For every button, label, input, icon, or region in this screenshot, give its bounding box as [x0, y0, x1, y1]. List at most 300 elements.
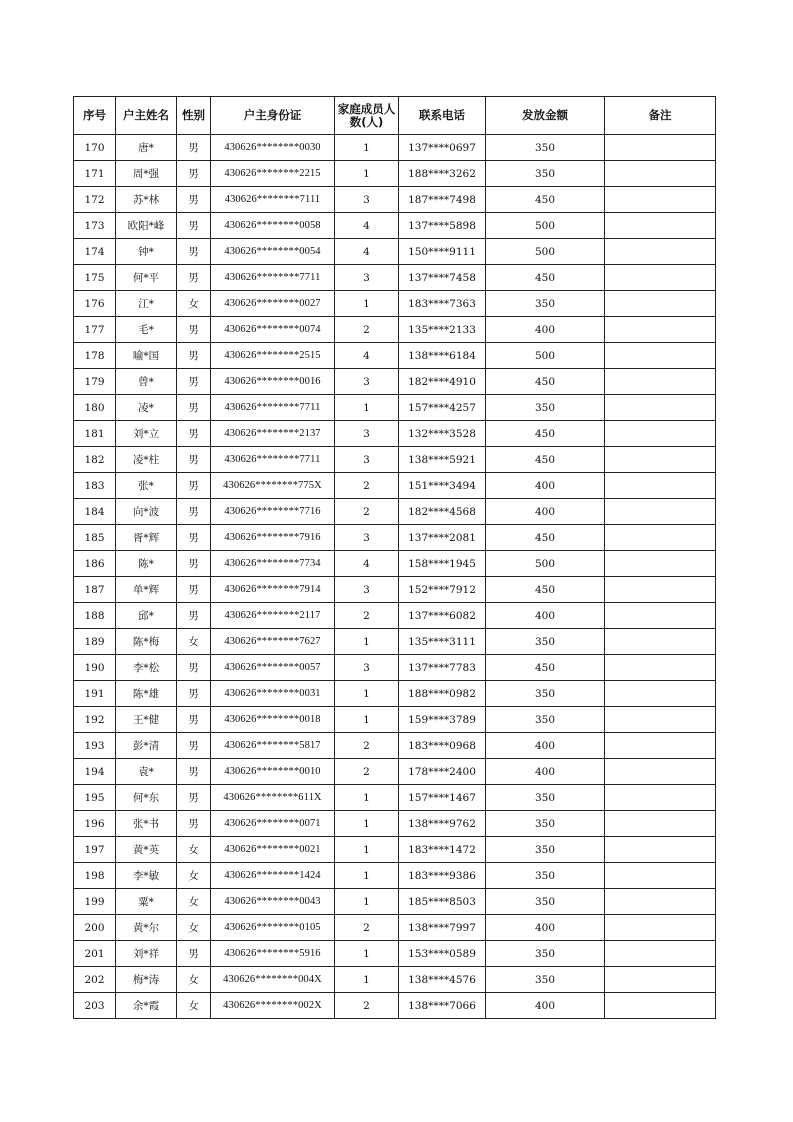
cell-name: 陈*梅: [116, 629, 177, 655]
cell-gender: 男: [177, 655, 211, 681]
cell-note: [605, 811, 716, 837]
cell-members: 1: [335, 291, 399, 317]
cell-amount: 350: [486, 967, 605, 993]
cell-phone: 137****7458: [399, 265, 486, 291]
cell-gender: 男: [177, 421, 211, 447]
cell-amount: 400: [486, 759, 605, 785]
cell-amount: 350: [486, 135, 605, 161]
cell-name: 胥*辉: [116, 525, 177, 551]
table-row: [74, 317, 716, 343]
cell-id: 430626********0071: [211, 811, 335, 837]
cell-members: 1: [335, 863, 399, 889]
cell-amount: 350: [486, 889, 605, 915]
table-row: [74, 941, 716, 967]
cell-amount: 400: [486, 473, 605, 499]
cell-note: [605, 473, 716, 499]
cell-members: 1: [335, 811, 399, 837]
cell-members: 3: [335, 187, 399, 213]
cell-gender: 男: [177, 369, 211, 395]
table-row: [74, 187, 716, 213]
table-row: [74, 551, 716, 577]
cell-note: [605, 161, 716, 187]
cell-amount: 400: [486, 915, 605, 941]
cell-amount: 350: [486, 863, 605, 889]
table-row: [74, 759, 716, 785]
table-row: [74, 161, 716, 187]
cell-note: [605, 317, 716, 343]
table-row: [74, 343, 716, 369]
table-row: [74, 135, 716, 161]
cell-members: 1: [335, 681, 399, 707]
cell-note: [605, 135, 716, 161]
cell-gender: 男: [177, 473, 211, 499]
cell-id: 430626********775X: [211, 473, 335, 499]
header-row: [74, 97, 716, 135]
cell-phone: 138****9762: [399, 811, 486, 837]
cell-gender: 男: [177, 317, 211, 343]
cell-note: [605, 551, 716, 577]
cell-phone: 137****5898: [399, 213, 486, 239]
cell-gender: 女: [177, 863, 211, 889]
cell-name: 李*敏: [116, 863, 177, 889]
cell-phone: 178****2400: [399, 759, 486, 785]
cell-name: 毛*: [116, 317, 177, 343]
cell-gender: 男: [177, 707, 211, 733]
cell-phone: 137****0697: [399, 135, 486, 161]
cell-seq: 185: [74, 525, 116, 551]
cell-seq: 194: [74, 759, 116, 785]
cell-gender: 女: [177, 993, 211, 1019]
cell-seq: 176: [74, 291, 116, 317]
cell-phone: 137****2081: [399, 525, 486, 551]
cell-gender: 女: [177, 291, 211, 317]
cell-phone: 138****6184: [399, 343, 486, 369]
cell-members: 3: [335, 421, 399, 447]
header-name: 户主姓名: [116, 97, 177, 135]
cell-phone: 183****1472: [399, 837, 486, 863]
cell-name: 黄*英: [116, 837, 177, 863]
cell-phone: 138****4576: [399, 967, 486, 993]
cell-amount: 400: [486, 603, 605, 629]
cell-note: [605, 681, 716, 707]
table-row: [74, 993, 716, 1019]
cell-amount: 450: [486, 187, 605, 213]
cell-gender: 女: [177, 915, 211, 941]
cell-seq: 192: [74, 707, 116, 733]
cell-id: 430626********7914: [211, 577, 335, 603]
cell-id: 430626********2137: [211, 421, 335, 447]
cell-amount: 500: [486, 343, 605, 369]
table-row: [74, 655, 716, 681]
cell-members: 1: [335, 889, 399, 915]
cell-phone: 153****0589: [399, 941, 486, 967]
cell-id: 430626********0018: [211, 707, 335, 733]
header-note: 备注: [605, 97, 716, 135]
cell-phone: 183****0968: [399, 733, 486, 759]
cell-id: 430626********0010: [211, 759, 335, 785]
cell-amount: 350: [486, 941, 605, 967]
cell-seq: 198: [74, 863, 116, 889]
cell-amount: 350: [486, 161, 605, 187]
cell-name: 何*东: [116, 785, 177, 811]
cell-members: 1: [335, 629, 399, 655]
cell-seq: 171: [74, 161, 116, 187]
cell-note: [605, 395, 716, 421]
cell-seq: 170: [74, 135, 116, 161]
cell-name: 彭*清: [116, 733, 177, 759]
cell-gender: 男: [177, 941, 211, 967]
table-row: [74, 213, 716, 239]
cell-note: [605, 759, 716, 785]
table-row: [74, 629, 716, 655]
cell-gender: 男: [177, 525, 211, 551]
cell-members: 1: [335, 161, 399, 187]
cell-phone: 138****7997: [399, 915, 486, 941]
cell-amount: 450: [486, 421, 605, 447]
cell-members: 1: [335, 135, 399, 161]
table-row: [74, 525, 716, 551]
cell-id: 430626********2117: [211, 603, 335, 629]
cell-phone: 158****1945: [399, 551, 486, 577]
cell-note: [605, 369, 716, 395]
header-amount: 发放金额: [486, 97, 605, 135]
table-row: [74, 967, 716, 993]
cell-name: 单*辉: [116, 577, 177, 603]
cell-amount: 350: [486, 707, 605, 733]
cell-members: 1: [335, 395, 399, 421]
cell-phone: 151****3494: [399, 473, 486, 499]
cell-members: 4: [335, 343, 399, 369]
cell-id: 430626********0030: [211, 135, 335, 161]
cell-phone: 159****3789: [399, 707, 486, 733]
cell-seq: 201: [74, 941, 116, 967]
cell-seq: 173: [74, 213, 116, 239]
cell-name: 苏*林: [116, 187, 177, 213]
cell-members: 4: [335, 551, 399, 577]
cell-seq: 188: [74, 603, 116, 629]
cell-members: 2: [335, 603, 399, 629]
cell-note: [605, 993, 716, 1019]
cell-amount: 350: [486, 785, 605, 811]
cell-members: 3: [335, 369, 399, 395]
cell-name: 黄*尔: [116, 915, 177, 941]
cell-seq: 199: [74, 889, 116, 915]
cell-amount: 350: [486, 629, 605, 655]
cell-phone: 188****3262: [399, 161, 486, 187]
header-members: 家庭成员人数(人): [335, 97, 399, 135]
cell-seq: 203: [74, 993, 116, 1019]
cell-phone: 183****7363: [399, 291, 486, 317]
table-row: [74, 603, 716, 629]
cell-seq: 191: [74, 681, 116, 707]
cell-seq: 172: [74, 187, 116, 213]
cell-seq: 197: [74, 837, 116, 863]
cell-phone: 182****4910: [399, 369, 486, 395]
cell-id: 430626********0021: [211, 837, 335, 863]
cell-members: 3: [335, 655, 399, 681]
table-row: [74, 915, 716, 941]
cell-name: 刘*立: [116, 421, 177, 447]
cell-seq: 195: [74, 785, 116, 811]
table-row: [74, 265, 716, 291]
cell-note: [605, 915, 716, 941]
cell-id: 430626********5817: [211, 733, 335, 759]
cell-id: 430626********0057: [211, 655, 335, 681]
cell-name: 邱*: [116, 603, 177, 629]
cell-amount: 350: [486, 811, 605, 837]
cell-seq: 183: [74, 473, 116, 499]
cell-seq: 174: [74, 239, 116, 265]
cell-id: 430626********7111: [211, 187, 335, 213]
cell-members: 4: [335, 213, 399, 239]
cell-note: [605, 863, 716, 889]
cell-phone: 135****3111: [399, 629, 486, 655]
cell-id: 430626********7627: [211, 629, 335, 655]
cell-seq: 182: [74, 447, 116, 473]
cell-amount: 450: [486, 525, 605, 551]
cell-note: [605, 733, 716, 759]
cell-id: 430626********7916: [211, 525, 335, 551]
table-row: [74, 577, 716, 603]
cell-gender: 男: [177, 187, 211, 213]
cell-name: 凌*: [116, 395, 177, 421]
table-row: [74, 837, 716, 863]
cell-seq: 200: [74, 915, 116, 941]
cell-amount: 500: [486, 213, 605, 239]
cell-seq: 196: [74, 811, 116, 837]
cell-name: 唐*: [116, 135, 177, 161]
cell-amount: 400: [486, 317, 605, 343]
cell-gender: 男: [177, 681, 211, 707]
cell-members: 1: [335, 967, 399, 993]
cell-name: 陈*: [116, 551, 177, 577]
cell-id: 430626********7711: [211, 395, 335, 421]
cell-amount: 400: [486, 733, 605, 759]
cell-phone: 187****7498: [399, 187, 486, 213]
cell-name: 钟*: [116, 239, 177, 265]
cell-amount: 350: [486, 681, 605, 707]
cell-gender: 男: [177, 811, 211, 837]
cell-id: 430626********002X: [211, 993, 335, 1019]
cell-amount: 500: [486, 239, 605, 265]
cell-amount: 350: [486, 291, 605, 317]
cell-members: 2: [335, 759, 399, 785]
cell-name: 张*书: [116, 811, 177, 837]
cell-gender: 男: [177, 395, 211, 421]
cell-phone: 182****4568: [399, 499, 486, 525]
cell-amount: 450: [486, 577, 605, 603]
cell-gender: 男: [177, 759, 211, 785]
cell-id: 430626********0074: [211, 317, 335, 343]
cell-id: 430626********7716: [211, 499, 335, 525]
header-gender: 性别: [177, 97, 211, 135]
cell-amount: 450: [486, 655, 605, 681]
cell-gender: 男: [177, 239, 211, 265]
header-id: 户主身份证: [211, 97, 335, 135]
cell-members: 1: [335, 941, 399, 967]
cell-members: 2: [335, 317, 399, 343]
cell-name: 江*: [116, 291, 177, 317]
table-row: [74, 681, 716, 707]
cell-seq: 193: [74, 733, 116, 759]
cell-phone: 185****8503: [399, 889, 486, 915]
cell-note: [605, 941, 716, 967]
roster-body: [74, 135, 716, 1019]
cell-id: 430626********611X: [211, 785, 335, 811]
cell-gender: 男: [177, 603, 211, 629]
cell-note: [605, 525, 716, 551]
table-row: [74, 447, 716, 473]
cell-seq: 189: [74, 629, 116, 655]
cell-phone: 152****7912: [399, 577, 486, 603]
cell-name: 粟*: [116, 889, 177, 915]
cell-seq: 181: [74, 421, 116, 447]
cell-name: 张*: [116, 473, 177, 499]
cell-seq: 186: [74, 551, 116, 577]
table-row: [74, 889, 716, 915]
header-seq: 序号: [74, 97, 116, 135]
table-row: [74, 395, 716, 421]
cell-seq: 190: [74, 655, 116, 681]
cell-phone: 132****3528: [399, 421, 486, 447]
cell-name: 余*霞: [116, 993, 177, 1019]
cell-phone: 138****7066: [399, 993, 486, 1019]
cell-note: [605, 603, 716, 629]
cell-name: 向*波: [116, 499, 177, 525]
table-row: [74, 863, 716, 889]
cell-members: 2: [335, 993, 399, 1019]
cell-phone: 183****9386: [399, 863, 486, 889]
cell-seq: 177: [74, 317, 116, 343]
cell-id: 430626********0105: [211, 915, 335, 941]
table-row: [74, 733, 716, 759]
cell-gender: 男: [177, 447, 211, 473]
cell-phone: 137****7783: [399, 655, 486, 681]
cell-note: [605, 629, 716, 655]
cell-note: [605, 655, 716, 681]
cell-id: 430626********7734: [211, 551, 335, 577]
cell-id: 430626********0058: [211, 213, 335, 239]
cell-note: [605, 785, 716, 811]
cell-members: 2: [335, 915, 399, 941]
cell-note: [605, 343, 716, 369]
table-row: [74, 811, 716, 837]
cell-id: 430626********004X: [211, 967, 335, 993]
cell-id: 430626********5916: [211, 941, 335, 967]
cell-members: 3: [335, 265, 399, 291]
cell-note: [605, 239, 716, 265]
cell-seq: 187: [74, 577, 116, 603]
cell-phone: 138****5921: [399, 447, 486, 473]
cell-note: [605, 291, 716, 317]
cell-note: [605, 499, 716, 525]
cell-name: 周*强: [116, 161, 177, 187]
cell-seq: 179: [74, 369, 116, 395]
cell-name: 王*健: [116, 707, 177, 733]
cell-gender: 男: [177, 577, 211, 603]
cell-id: 430626********7711: [211, 265, 335, 291]
cell-name: 袁*: [116, 759, 177, 785]
cell-name: 何*平: [116, 265, 177, 291]
cell-note: [605, 213, 716, 239]
cell-amount: 500: [486, 551, 605, 577]
cell-id: 430626********0016: [211, 369, 335, 395]
cell-amount: 450: [486, 447, 605, 473]
cell-id: 430626********7711: [211, 447, 335, 473]
cell-name: 喻*国: [116, 343, 177, 369]
cell-seq: 202: [74, 967, 116, 993]
table-row: [74, 291, 716, 317]
cell-members: 3: [335, 447, 399, 473]
cell-id: 430626********0027: [211, 291, 335, 317]
cell-name: 梅*涛: [116, 967, 177, 993]
cell-id: 430626********2215: [211, 161, 335, 187]
cell-gender: 女: [177, 629, 211, 655]
cell-name: 欧阳*峰: [116, 213, 177, 239]
cell-amount: 400: [486, 993, 605, 1019]
cell-gender: 男: [177, 135, 211, 161]
cell-members: 2: [335, 499, 399, 525]
cell-gender: 男: [177, 265, 211, 291]
cell-note: [605, 447, 716, 473]
cell-members: 3: [335, 577, 399, 603]
cell-amount: 350: [486, 395, 605, 421]
cell-name: 刘*祥: [116, 941, 177, 967]
cell-phone: 135****2133: [399, 317, 486, 343]
cell-gender: 女: [177, 837, 211, 863]
cell-members: 1: [335, 707, 399, 733]
cell-name: 李*松: [116, 655, 177, 681]
cell-name: 凌*柱: [116, 447, 177, 473]
cell-gender: 男: [177, 213, 211, 239]
cell-id: 430626********2515: [211, 343, 335, 369]
table-row: [74, 239, 716, 265]
cell-seq: 175: [74, 265, 116, 291]
cell-id: 430626********0031: [211, 681, 335, 707]
cell-amount: 450: [486, 369, 605, 395]
roster-table: [73, 96, 716, 1019]
cell-name: 陈*雄: [116, 681, 177, 707]
cell-note: [605, 265, 716, 291]
table-row: [74, 421, 716, 447]
cell-gender: 女: [177, 889, 211, 915]
cell-id: 430626********0054: [211, 239, 335, 265]
cell-id: 430626********0043: [211, 889, 335, 915]
cell-id: 430626********1424: [211, 863, 335, 889]
cell-phone: 188****0982: [399, 681, 486, 707]
cell-note: [605, 967, 716, 993]
cell-seq: 178: [74, 343, 116, 369]
cell-members: 3: [335, 525, 399, 551]
cell-gender: 男: [177, 161, 211, 187]
table-row: [74, 785, 716, 811]
cell-note: [605, 577, 716, 603]
cell-phone: 137****6082: [399, 603, 486, 629]
cell-amount: 350: [486, 837, 605, 863]
cell-note: [605, 187, 716, 213]
table-row: [74, 369, 716, 395]
cell-note: [605, 421, 716, 447]
cell-name: 曾*: [116, 369, 177, 395]
cell-gender: 女: [177, 967, 211, 993]
cell-members: 1: [335, 837, 399, 863]
cell-seq: 180: [74, 395, 116, 421]
cell-amount: 450: [486, 265, 605, 291]
cell-note: [605, 707, 716, 733]
cell-phone: 150****9111: [399, 239, 486, 265]
cell-note: [605, 837, 716, 863]
header-phone: 联系电话: [399, 97, 486, 135]
